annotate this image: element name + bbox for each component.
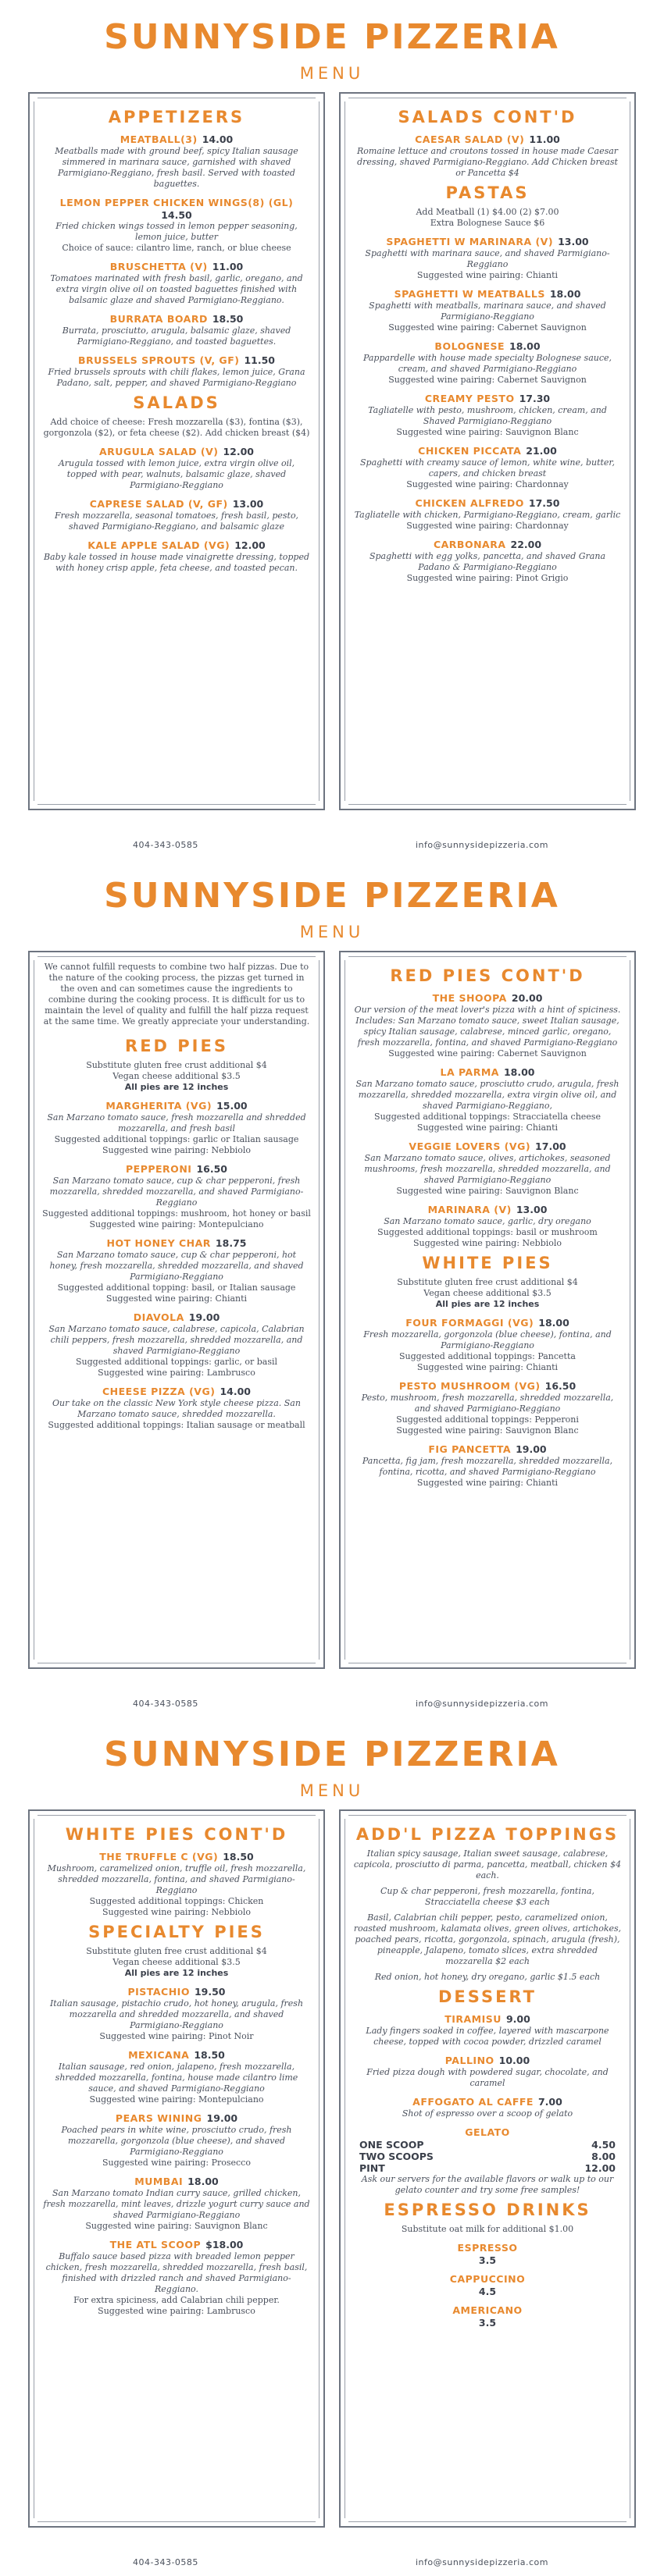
- menu-item: [353, 1848, 622, 1881]
- item-price: 20.00: [511, 992, 543, 1004]
- item-name: BRUSCHETTA (V): [109, 261, 208, 272]
- item-price: 13.00: [516, 1204, 548, 1215]
- menu-item: [353, 1378, 622, 1436]
- item-name: THE SHOOPA: [432, 992, 507, 1004]
- menu-item: [42, 258, 311, 306]
- menu-item: [42, 1309, 311, 1379]
- menu-item: [353, 1886, 622, 1908]
- item-description: Tagliatelle with chicken, Parmigiano-Reggiano, cream, garlic: [354, 510, 621, 520]
- menu-item: [353, 338, 622, 386]
- item-description: San Marzano tomato sauce, calabrese, capicola, Calabrian chili peppers, fresh mozzarella, shredded mozzarella, and shaved Parmigiano-Reggiano: [48, 1324, 305, 1356]
- item-description: San Marzano tomato sauce, cup & char pepperoni, fresh mozzarella, shredded mozzarella, and shaved Parmigiano-Reggiano: [49, 1176, 304, 1208]
- frame-corner: [339, 1809, 348, 1819]
- item-price: 18.00: [503, 1066, 535, 1078]
- menu-item: [353, 1138, 622, 1197]
- item-price: 18.50: [194, 2049, 225, 2061]
- frame-corner: [627, 951, 636, 960]
- frame-corner: [627, 92, 636, 101]
- section-note: We cannot fulfill requests to combine two half pizzas. Due to the nature of the cooking process, the pizzas get turned in the oven and can sometimes cause the ingredients to combine during the cooking process. It is difficult for us to maintain the level of quality and fulfill the half pizza request at the same time. We greatly appreciate your understanding.: [43, 962, 310, 1026]
- item-description: Our version of the meat lover's pizza with a hint of spiciness. Includes: San Marzano tomato sauce, sweet Italian sausage, spicy Italian sausage, calabrese, minced garlic, oregano, fresh mozzarella, fontina, and shaved Parmigiano-Reggiano: [354, 1005, 621, 1048]
- item-note: Suggested wine pairing: Sauvignon Blanc: [85, 2221, 268, 2231]
- left-column: [28, 1809, 325, 2528]
- item-note: Suggested wine pairing: Nebbiolo: [412, 1238, 562, 1248]
- item-note: Suggested wine pairing: Chardonnay: [406, 521, 569, 531]
- frame-corner: [316, 801, 325, 810]
- left-column: [28, 92, 325, 810]
- menu-item: [353, 286, 622, 333]
- menu-item: [353, 1064, 622, 1133]
- item-description: San Marzano tomato sauce, prosciutto crudo, arugula, fresh mozzarella, shredded mozzarella, extra virgin olive oil, and shaved Parmigiano-Reggiano,: [355, 1079, 619, 1111]
- item-price: 19.50: [194, 1986, 226, 1998]
- item-price: 11.50: [244, 354, 275, 366]
- item-description: Spaghetti with marinara sauce, and shaved Parmigiano-Reggiano: [365, 248, 610, 269]
- section-heading: RED PIES CONT'D: [390, 966, 585, 985]
- item-note: Suggested wine pairing: Nebbiolo: [102, 1907, 252, 1917]
- menu-item: [353, 1972, 622, 1983]
- menu-item: [42, 1161, 311, 1230]
- frame-corner: [339, 92, 348, 101]
- item-note: Suggested wine pairing: Chianti: [416, 1478, 559, 1488]
- item-price: 11.00: [529, 133, 560, 145]
- item-description: Fresh mozzarella, gorgonzola (blue cheese), fontina, and Parmigiano-Reggiano: [363, 1329, 612, 1350]
- section-note-bold: All pies are 12 inches: [435, 1299, 540, 1309]
- menu-label: MENU: [299, 1781, 365, 1800]
- item-note: Suggested wine pairing: Sauvignon Blanc: [396, 1425, 579, 1436]
- item-price: 9.00: [505, 2013, 530, 2025]
- item-note: Suggested wine pairing: Sauvignon Blanc: [396, 1186, 579, 1196]
- item-name: AFFOGATO AL CAFFE: [412, 2096, 534, 2108]
- footer-email: info@sunnysidepizzeria.com: [416, 2557, 548, 2567]
- item-note: Suggested additional toppings: Pancetta: [399, 1351, 576, 1361]
- menu-item: [42, 352, 311, 389]
- item-name: LEMON PEPPER CHICKEN WINGS(8) (GL): [59, 197, 294, 208]
- item-name: CHEESE PIZZA (VG): [102, 1386, 216, 1397]
- item-description: San Marzano tomato sauce, garlic, dry oregano: [384, 1216, 591, 1226]
- item-description: Mushroom, caramelized onion, truffle oil, fresh mozzarella, shredded mozzarella, fontina, and shaved Parmigiano-Reggiano: [47, 1863, 306, 1895]
- menu-item: [353, 2094, 622, 2119]
- menu-item: [42, 1984, 311, 2042]
- section-heading: SPECIALTY PIES: [88, 1923, 265, 1941]
- menu-item: [42, 2236, 311, 2317]
- frame-corner: [627, 2518, 636, 2528]
- menu-item: [353, 2011, 622, 2048]
- section-note: Extra Bolognese Sauce $6: [430, 218, 545, 228]
- item-name: BURRATA BOARD: [109, 313, 208, 325]
- item-name: FIG PANCETTA: [428, 1443, 512, 1455]
- item-description: Italian sausage, red onion, jalapeno, fresh mozzarella, shredded mozzarella, fontina, house made cilantro lime sauce, and shaved Parmigiano-Reggiano: [55, 2062, 298, 2094]
- item-description: Tomatoes marinated with fresh basil, garlic, oregano, and extra virgin olive oil on toasted baguettes finished with balsamic glaze and shaved Parmigiano-Reggiano.: [50, 273, 303, 305]
- item-description: Meatballs made with ground beef, spicy Italian sausage simmered in marinara sauce, garnished with shaved Parmigiano-Reggiano, fresh basil. Served with toasted baguettes.: [55, 146, 298, 189]
- menu-item: [353, 1201, 622, 1249]
- item-note: Suggested additional toppings: Chicken: [89, 1896, 264, 1906]
- item-price: 14.00: [202, 133, 234, 145]
- section-heading: DESSERT: [438, 1987, 537, 2006]
- item-note: Suggested additional toppings: Italian sausage or meatball: [48, 1420, 305, 1430]
- item-price: 18.50: [223, 1851, 254, 1863]
- item-name: CAESAR SALAD (V): [415, 133, 525, 145]
- item-name: SPAGHETTI W MARINARA (V): [386, 236, 554, 247]
- row-label: ONE SCOOP: [359, 2139, 424, 2151]
- item-price: 21.00: [526, 445, 557, 457]
- item-name: MEXICANA: [128, 2049, 190, 2061]
- frame-corner: [339, 951, 348, 960]
- menu-item: [42, 1235, 311, 1304]
- left-column: [28, 951, 325, 1669]
- item-price: 3.5: [478, 2317, 497, 2329]
- menu-item: [42, 1383, 311, 1431]
- item-description: San Marzano tomato sauce, olives, artichokes, seasoned mushrooms, fresh mozzarella, shredded mozzarella, and shaved Parmigiano-Reggiano: [364, 1153, 611, 1185]
- footer-email: info@sunnysidepizzeria.com: [416, 840, 548, 850]
- item-description: Baby kale tossed in house made vinaigrette dressing, topped with honey crisp apple, feta cheese, and toasted pecan.: [43, 552, 310, 573]
- item-price: 13.00: [232, 498, 264, 510]
- item-price: 17.30: [519, 393, 551, 404]
- item-price: 19.00: [516, 1443, 547, 1455]
- item-description: Cup & char pepperoni, fresh mozzarella, fontina, Stracciatella cheese $3 each: [380, 1886, 594, 1907]
- row-price: 12.00: [584, 2162, 616, 2174]
- section-heading: SALADS CONT'D: [398, 108, 577, 126]
- item-name: HOT HONEY CHAR: [106, 1237, 211, 1249]
- item-name: ESPRESSO: [457, 2242, 518, 2254]
- menu-item: [42, 1098, 311, 1156]
- item-name: PALLINO: [444, 2055, 494, 2066]
- menu-page: [0, 0, 664, 859]
- item-name: MARINARA (V): [427, 1204, 512, 1215]
- row-price: 4.50: [591, 2139, 616, 2151]
- section-heading: APPETIZERS: [108, 108, 245, 126]
- menu-page: [0, 859, 664, 1717]
- section-note: Vegan cheese additional $3.5: [112, 1957, 241, 1967]
- frame-corner: [316, 92, 325, 101]
- item-note: Suggested wine pairing: Pinot Grigio: [406, 573, 569, 583]
- item-note: Suggested wine pairing: Cabernet Sauvignon: [388, 322, 587, 333]
- item-name: MUMBAI: [134, 2176, 184, 2187]
- menu-item: [353, 2271, 622, 2297]
- item-price: 10.00: [498, 2055, 530, 2066]
- frame-corner: [627, 801, 636, 810]
- menu-item: [353, 2124, 622, 2196]
- right-column: [339, 951, 636, 1669]
- item-name: MARGHERITA (VG): [105, 1100, 212, 1112]
- item-name: BOLOGNESE: [434, 340, 505, 352]
- item-price: 19.00: [188, 1311, 220, 1323]
- item-description: Burrata, prosciutto, arugula, balsamic glaze, shaved Parmigiano-Reggiano, and toasted baguettes.: [62, 326, 291, 347]
- menu-item: [42, 2173, 311, 2232]
- menu-item: [42, 1848, 311, 1918]
- item-description: Romaine lettuce and croutons tossed in house made Caesar dressing, shaved Parmigiano-Reggiano. Add Chicken breast or Pancetta $4: [356, 146, 619, 178]
- item-description: Pancetta, fig jam, fresh mozzarella, shredded mozzarella, fontina, ricotta, and shaved Parmigiano-Reggiano: [362, 1456, 613, 1477]
- item-note: Suggested additional toppings: garlic or Italian sausage: [54, 1134, 299, 1144]
- section-note: Substitute gluten free crust additional $4: [86, 1946, 267, 1956]
- item-price: 17.00: [535, 1140, 566, 1152]
- footer-phone: 404-343-0585: [133, 2557, 198, 2567]
- footer-email: info@sunnysidepizzeria.com: [416, 1699, 548, 1709]
- item-price: 19.00: [206, 2112, 238, 2124]
- menu-label: MENU: [299, 64, 365, 83]
- item-note: Suggested wine pairing: Montepulciano: [89, 2094, 264, 2105]
- item-price: 7.00: [537, 2096, 562, 2108]
- item-description: Our take on the classic New York style cheese pizza. San Marzano tomato sauce, shredded mozzarella.: [52, 1398, 301, 1419]
- item-price: 18.00: [549, 288, 581, 300]
- item-price: 15.00: [216, 1100, 248, 1112]
- frame-corner: [339, 801, 348, 810]
- item-name: DIAVOLA: [133, 1311, 184, 1323]
- item-description: Spaghetti with meatballs, marinara sauce, and shaved Parmigiano-Reggiano: [369, 301, 606, 322]
- item-description: Poached pears in white wine, prosciutto crudo, fresh mozzarella, gorgonzola (blue cheese), and shaved Parmigiano-Reggiano: [61, 2125, 292, 2157]
- frame-corner: [28, 1809, 37, 1819]
- footer-phone: 404-343-0585: [133, 1699, 198, 1709]
- item-name: VEGGIE LOVERS (VG): [409, 1140, 531, 1152]
- frame-corner: [339, 1660, 348, 1669]
- row-label: TWO SCOOPS: [359, 2151, 434, 2162]
- item-description: Arugula tossed with lemon juice, extra virgin olive oil, topped with pear, walnuts, balsamic glaze, shaved Parmigiano-Reggiano: [58, 458, 295, 490]
- frame-corner: [28, 801, 37, 810]
- item-description: Italian spicy sausage, Italian sweet sausage, calabrese, capicola, prosciutto di parma, pancetta, meatball, chicken $4 each.: [353, 1848, 622, 1880]
- price-row: [353, 2139, 622, 2151]
- item-price: 13.00: [558, 236, 589, 247]
- section-note: Substitute gluten free crust additional $4: [397, 1277, 578, 1287]
- menu-item: [42, 131, 311, 190]
- row-price: 8.00: [591, 2151, 616, 2162]
- item-description: San Marzano tomato sauce, fresh mozzarella and shredded mozzarella, and fresh basil: [47, 1112, 306, 1133]
- item-note: Suggested additional topping: basil, or Italian sausage: [57, 1283, 296, 1293]
- menu-item: [42, 2110, 311, 2169]
- item-price: 11.00: [212, 261, 244, 272]
- frame-corner: [316, 2518, 325, 2528]
- section-heading: WHITE PIES: [422, 1254, 553, 1272]
- item-name: CARBONARA: [433, 539, 506, 550]
- menu-item: [42, 496, 311, 532]
- frame-corner: [28, 2518, 37, 2528]
- section-note-bold: All pies are 12 inches: [124, 1082, 229, 1092]
- menu-item: [353, 443, 622, 490]
- item-description: Pappardelle with house made specialty Bolognese sauce, cream, and shaved Parmigiano-Reggiano: [362, 353, 612, 374]
- item-description: Shot of espresso over a scoop of gelato: [402, 2108, 573, 2119]
- item-price: 17.50: [528, 497, 560, 509]
- right-column: [339, 1809, 636, 2528]
- section-note: Add choice of cheese: Fresh mozzarella ($3), fontina ($3), gorgonzola ($2), or feta cheese ($2). Add chicken breast ($4): [43, 417, 310, 438]
- item-note: Suggested wine pairing: Nebbiolo: [102, 1145, 252, 1155]
- section-note: Substitute oat milk for additional $1.00: [401, 2224, 574, 2234]
- item-price: 16.50: [544, 1380, 577, 1392]
- frame-corner: [316, 1809, 325, 1819]
- section-heading: SALADS: [133, 393, 220, 412]
- item-description: Spaghetti with creamy sauce of lemon, white wine, butter, capers, and chicken breast: [360, 457, 615, 479]
- menu-item: [353, 131, 622, 179]
- menu-item: [42, 443, 311, 491]
- menu-item: [353, 1441, 622, 1489]
- item-name: PESTO MUSHROOM (VG): [398, 1380, 541, 1392]
- section-note-bold: All pies are 12 inches: [124, 1968, 229, 1978]
- item-price: 18.00: [509, 340, 541, 352]
- item-note: Suggested wine pairing: Cabernet Sauvignon: [388, 375, 587, 385]
- item-price: 3.5: [478, 2254, 497, 2266]
- frame-corner: [28, 92, 37, 101]
- price-row: [353, 2162, 622, 2174]
- section-heading: WHITE PIES CONT'D: [65, 1825, 288, 1844]
- brand-title: SUNNYSIDE PIZZERIA: [104, 1735, 560, 1774]
- menu-item: [353, 1912, 622, 1967]
- menu-item: [353, 2302, 622, 2329]
- item-name: CAPPUCCINO: [449, 2273, 526, 2285]
- item-description: San Marzano tomato Indian curry sauce, grilled chicken, fresh mozzarella, mint leaves, drizzle yogurt curry sauce and shaved Parmigiano-Reggiano: [43, 2188, 310, 2220]
- menu-item: [353, 2240, 622, 2266]
- menu-item: [353, 1315, 622, 1373]
- item-name: PISTACHIO: [127, 1986, 190, 1998]
- item-note: Suggested wine pairing: Lambrusco: [98, 1368, 255, 1378]
- item-name: PEPPERONI: [126, 1163, 192, 1175]
- item-name: PEARS WINING: [115, 2112, 202, 2124]
- item-note: Suggested wine pairing: Chianti: [416, 1123, 559, 1133]
- item-name: KALE APPLE SALAD (VG): [87, 539, 230, 551]
- item-note: Suggested wine pairing: Chardonnay: [406, 479, 569, 489]
- item-description: Pesto, mushroom, fresh mozzarella, shredded mozzarella, and shaved Parmigiano-Reggiano: [361, 1393, 614, 1414]
- item-price: 18.75: [215, 1237, 247, 1249]
- item-price: 16.50: [196, 1163, 227, 1175]
- frame-corner: [28, 951, 37, 960]
- item-description: Ask our servers for the available flavors or walk up to our gelato counter and try some free samples!: [361, 2174, 614, 2195]
- item-name: THE TRUFFLE C (VG): [99, 1851, 219, 1863]
- item-price: 18.50: [212, 313, 244, 325]
- item-name: FOUR FORMAGGI (VG): [405, 1317, 534, 1329]
- item-name: THE ATL SCOOP: [109, 2239, 202, 2250]
- item-name: TIRAMISU: [444, 2013, 502, 2025]
- right-column: [339, 92, 636, 810]
- frame-corner: [316, 951, 325, 960]
- section-note: Substitute gluten free crust additional $4: [86, 1060, 267, 1070]
- frame-corner: [339, 2518, 348, 2528]
- item-name: CHICKEN PICCATA: [418, 445, 522, 457]
- item-name: BRUSSELS SPROUTS (V, GF): [78, 354, 240, 366]
- item-note: Suggested additional toppings: garlic, or basil: [75, 1357, 278, 1367]
- menu-item: [353, 390, 622, 438]
- item-price: 18.00: [187, 2176, 219, 2187]
- item-name: AMERICANO: [452, 2304, 523, 2316]
- item-price: 14.50: [161, 209, 192, 221]
- item-note: Suggested wine pairing: Chianti: [105, 1293, 248, 1304]
- item-note: Suggested wine pairing: Prosecco: [102, 2158, 251, 2168]
- item-note: For extra spiciness, add Calabrian chili pepper.: [73, 2295, 280, 2305]
- section-heading: ADD'L PIZZA TOPPINGS: [355, 1825, 619, 1844]
- brand-title: SUNNYSIDE PIZZERIA: [104, 17, 560, 57]
- item-name: CHICKEN ALFREDO: [415, 497, 524, 509]
- item-name: LA PARMA: [440, 1066, 499, 1078]
- section-heading: RED PIES: [125, 1037, 228, 1055]
- item-description: Basil, Calabrian chili pepper, pesto, caramelized onion, roasted mushroom, kalamata olives, green olives, artichokes, poached pears, ricotta, gorgonzola, spinach, arugula (fresh), pineapple, Jalapeno, tomato slices, extra shredded mozzarella $2 each: [353, 1912, 622, 1966]
- item-description: Tagliatelle with pesto, mushroom, chicken, cream, and Shaved Parmigiano-Reggiano: [368, 405, 607, 426]
- section-heading: ESPRESSO DRINKS: [384, 2201, 591, 2219]
- item-description: Fried brussels sprouts with chili flakes, lemon juice, Grana Padano, salt, pepper, and shaved Parmigiano-Reggiano: [48, 367, 305, 388]
- item-price: 4.5: [478, 2286, 497, 2297]
- item-name: CAPRESE SALAD (V, GF): [89, 498, 228, 510]
- item-price: $18.00: [205, 2239, 244, 2250]
- item-price: 12.00: [223, 446, 255, 457]
- menu-item: [42, 537, 311, 574]
- item-note: Suggested wine pairing: Chianti: [416, 1362, 559, 1372]
- section-note: Vegan cheese additional $3.5: [423, 1288, 552, 1298]
- brand-title: SUNNYSIDE PIZZERIA: [104, 876, 560, 916]
- item-description: Lady fingers soaked in coffee, layered with mascarpone cheese, topped with cocoa powder, drizzled caramel: [366, 2026, 609, 2047]
- item-price: 22.00: [510, 539, 542, 550]
- item-name: CREAMY PESTO: [424, 393, 515, 404]
- section-heading: PASTAS: [445, 183, 530, 202]
- menu-item: [353, 495, 622, 532]
- item-description: Italian sausage, pistachio crudo, hot honey, arugula, fresh mozzarella and shredded mozzarella, and shaved Parmigiano-Reggiano: [49, 1998, 304, 2030]
- menu-item: [353, 536, 622, 584]
- item-note: Choice of sauce: cilantro lime, ranch, or blue cheese: [62, 243, 291, 253]
- item-description: Fried chicken wings tossed in lemon pepper seasoning, lemon juice, butter: [55, 221, 298, 242]
- frame-corner: [316, 1660, 325, 1669]
- section-note: Add Meatball (1) $4.00 (2) $7.00: [416, 207, 559, 217]
- item-price: 12.00: [234, 539, 266, 551]
- item-name: SPAGHETTI W MEATBALLS: [394, 288, 545, 300]
- item-note: Suggested additional toppings: Pepperoni: [396, 1414, 579, 1425]
- frame-corner: [28, 1660, 37, 1669]
- frame-corner: [627, 1660, 636, 1669]
- item-name: ARUGULA SALAD (V): [98, 446, 219, 457]
- item-description: San Marzano tomato sauce, cup & char pepperoni, hot honey, fresh mozzarella, shredded mozzarella, and shaved Parmigiano-Reggiano: [49, 1250, 304, 1282]
- row-label: PINT: [359, 2162, 385, 2174]
- item-note: Suggested wine pairing: Cabernet Sauvignon: [388, 1048, 587, 1059]
- item-description: Red onion, hot honey, dry oregano, garlic $1.5 each: [374, 1972, 601, 1982]
- menu-page: [0, 1717, 664, 2576]
- frame-corner: [627, 1809, 636, 1819]
- item-note: Suggested wine pairing: Pinot Noir: [99, 2031, 254, 2041]
- item-note: Suggested additional toppings: mushroom, hot honey or basil: [42, 1208, 311, 1219]
- item-name: MEATBALL(3): [120, 133, 198, 145]
- item-description: Spaghetti with egg yolks, pancetta, and shaved Grana Padano & Parmigiano-Reggiano: [369, 551, 606, 572]
- section-note: Vegan cheese additional $3.5: [112, 1071, 241, 1081]
- item-price: 14.00: [220, 1386, 251, 1397]
- item-note: Suggested wine pairing: Lambrusco: [98, 2306, 255, 2316]
- item-note: Suggested wine pairing: Montepulciano: [89, 1219, 264, 1229]
- footer-phone: 404-343-0585: [133, 840, 198, 850]
- item-description: Fried pizza dough with powdered sugar, chocolate, and caramel: [366, 2067, 609, 2088]
- menu-item: [353, 2052, 622, 2089]
- item-note: Suggested wine pairing: Chianti: [416, 270, 559, 280]
- item-note: Suggested additional toppings: Stracciatella cheese: [374, 1112, 601, 1122]
- item-description: Fresh mozzarella, seasonal tomatoes, fresh basil, pesto, shaved Parmigiano-Reggiano, and balsamic glaze: [54, 511, 299, 532]
- item-note: Suggested wine pairing: Sauvignon Blanc: [396, 427, 579, 437]
- item-price: 18.00: [538, 1317, 569, 1329]
- menu-label: MENU: [299, 923, 365, 941]
- menu-item: [42, 2047, 311, 2105]
- item-description: Buffalo sauce based pizza with breaded lemon pepper chicken, fresh mozzarella, shredded mozzarella, fresh basil, finished with drizzled ranch and shaved Parmigiano-Reggiano.: [45, 2251, 308, 2294]
- price-row: [353, 2151, 622, 2162]
- item-note: Suggested additional toppings: basil or mushroom: [377, 1227, 598, 1237]
- menu-item: [353, 233, 622, 281]
- item-name: GELATO: [465, 2126, 510, 2138]
- menu-item: [353, 990, 622, 1059]
- menu-item: [42, 311, 311, 347]
- menu-item: [42, 194, 311, 254]
